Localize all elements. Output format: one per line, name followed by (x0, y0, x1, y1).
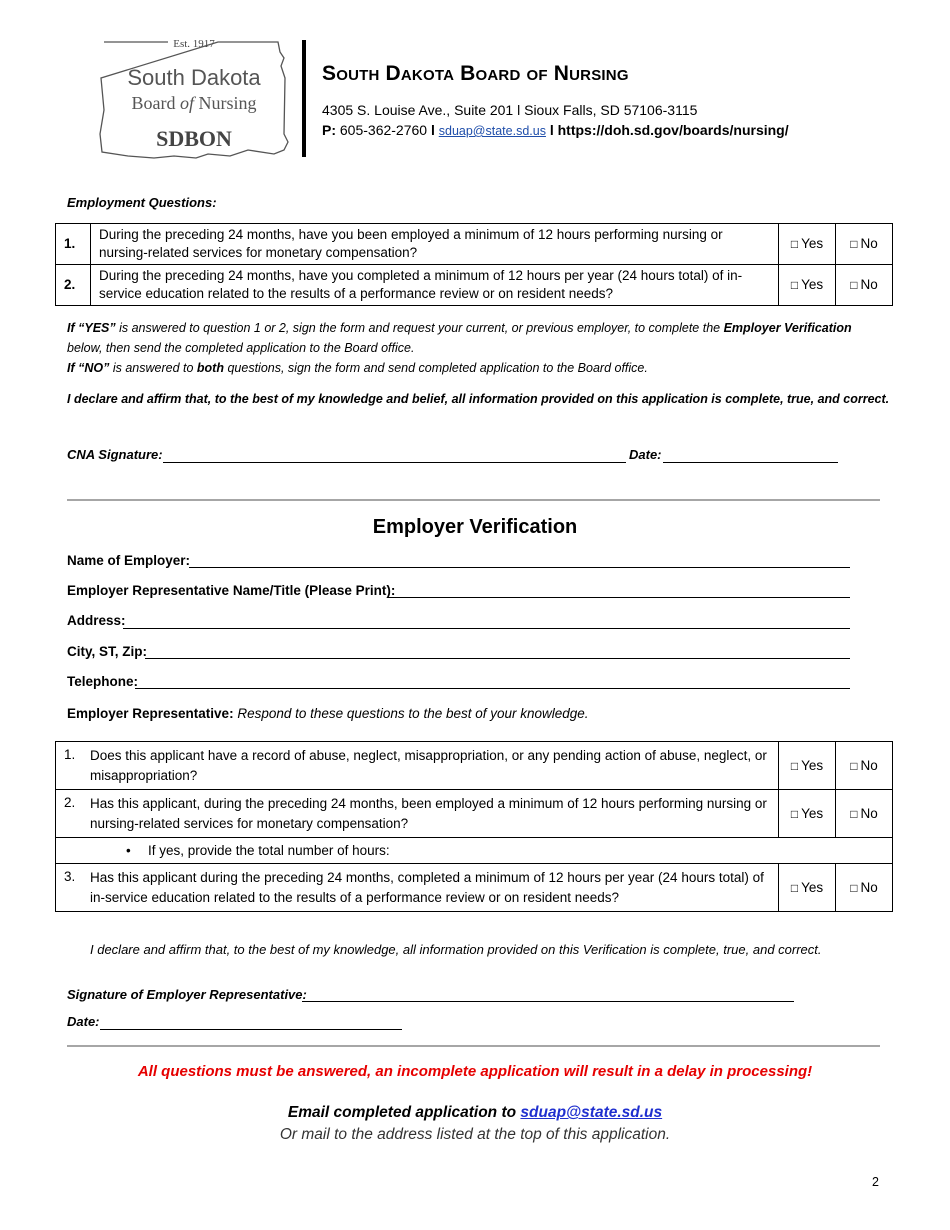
question-number: 1. (64, 746, 76, 762)
employer-date-line[interactable] (100, 1029, 402, 1030)
cna-date-label: Date: (629, 447, 662, 462)
checkbox-icon[interactable]: □ (790, 237, 799, 251)
question-cell (56, 864, 779, 912)
employer-verification-title: Employer Verification (372, 516, 578, 538)
checkbox-icon[interactable]: □ (790, 806, 799, 821)
instructions-no: If “NO” is answered to both questions, sign the form and send completed application to the Board office. (67, 361, 648, 375)
org-name: South Dakota Board of Nursing (322, 62, 629, 85)
address-label: Address: (67, 613, 126, 628)
employer-signature-line[interactable] (302, 1001, 794, 1002)
city-state-zip-line[interactable] (145, 658, 850, 659)
telephone-label: Telephone: (67, 674, 139, 689)
question-text: During the preceding 24 months, have you completed a minimum of 12 hours per year (24 hours total) of in-service education related to the results of a performance review or on resident needs? (91, 265, 779, 306)
checkbox-icon[interactable]: □ (790, 278, 799, 292)
employer-declaration: I declare and affirm that, to the best of my knowledge, all information provided on this Verification is complete, true, and correct. (90, 942, 822, 957)
logo-line1: South Dakota (127, 65, 261, 90)
cna-signature-label: CNA Signature: (67, 447, 163, 462)
table-row (56, 864, 893, 912)
question-text: Has this applicant, during the preceding 24 months, been employed a minimum of 12 hours performing nursing or nursing-related services for monetary compensation? (90, 795, 767, 831)
question-text: Does this applicant have a record of abuse, neglect, misappropriation, or any pending action of abuse, neglect, or misappropriation? (90, 747, 767, 783)
checkbox-icon[interactable]: □ (850, 237, 858, 251)
org-contact: P: 605-362-2760 l sduap@state.sd.us l https://doh.sd.gov/boards/nursing/ (322, 122, 789, 138)
svg-text:Board of Nursing: Board of Nursing (131, 93, 257, 113)
hours-bullet-cell (56, 838, 893, 864)
question-number: 2. (56, 265, 91, 306)
yes-checkbox[interactable]: □ Yes (779, 224, 836, 265)
employer-name-line[interactable] (189, 567, 850, 568)
employer-rep-line[interactable] (387, 597, 850, 598)
checkbox-icon[interactable]: □ (790, 880, 799, 895)
employment-heading: Employment Questions: (67, 195, 217, 210)
employer-rep-note: Employer Representative: Respond to these questions to the best of your knowledge. (67, 706, 589, 721)
applicant-declaration: I declare and affirm that, to the best of my knowledge and belief, all information provided on this application is complete, true, and correct. (67, 392, 890, 406)
hours-bullet-text: If yes, provide the total number of hours: (148, 842, 390, 858)
city-state-zip-label: City, ST, Zip: (67, 644, 147, 659)
email-instruction: Email completed application to sduap@state.sd.us (287, 1104, 663, 1121)
org-phone: 605-362-2760 (336, 122, 431, 138)
question-number: 2. (64, 794, 76, 810)
page-number: 2 (872, 1175, 879, 1189)
logo-est: Est. 1917 (173, 38, 215, 50)
yes-checkbox[interactable]: □ Yes (779, 265, 836, 306)
yes-checkbox[interactable]: □ Yes (779, 742, 836, 790)
question-number: 1. (56, 224, 91, 265)
question-text: During the preceding 24 months, have you been employed a minimum of 12 hours performing nursing or nursing-related services for monetary compensation? (91, 224, 779, 265)
employer-questions-table (55, 741, 893, 912)
footer-email-link[interactable]: sduap@state.sd.us (520, 1104, 663, 1121)
footer-divider (67, 1045, 880, 1047)
cna-signature-line[interactable] (163, 462, 626, 463)
telephone-line[interactable] (135, 688, 850, 689)
no-checkbox[interactable]: □ No (836, 742, 893, 790)
mail-instruction: Or mail to the address listed at the top of this application. (279, 1126, 671, 1143)
section-divider (67, 499, 880, 501)
instructions-yes: If “YES” is answered to question 1 or 2, sign the form and request your current, or previous employer, to complete the Employer Verification below, then send the completed application to the Board office. (67, 321, 852, 355)
checkbox-icon[interactable]: □ (850, 806, 858, 821)
table-row (56, 838, 893, 864)
bullet-icon: • (126, 842, 131, 858)
employer-rep-label: Employer Representative Name/Title (Please Print): (67, 583, 396, 598)
checkbox-icon[interactable]: □ (850, 278, 858, 292)
employment-questions-table (55, 223, 893, 306)
checkbox-icon[interactable]: □ (790, 758, 799, 773)
checkbox-icon[interactable]: □ (850, 758, 858, 773)
org-email-link[interactable]: sduap@state.sd.us (438, 124, 546, 138)
header-divider (302, 40, 306, 157)
incomplete-warning: All questions must be answered, an incomplete application will result in a delay in processing! (137, 1063, 813, 1080)
question-cell (56, 742, 779, 790)
table-row (56, 790, 893, 838)
org-website[interactable]: https://doh.sd.gov/boards/nursing/ (557, 122, 789, 138)
checkbox-icon[interactable]: □ (850, 880, 858, 895)
org-address: 4305 S. Louise Ave., Suite 201 l Sioux Falls, SD 57106-3115 (322, 102, 698, 118)
employer-date-label: Date: (67, 1014, 100, 1029)
table-row (56, 224, 893, 265)
employer-signature-label: Signature of Employer Representative: (67, 987, 307, 1002)
no-checkbox[interactable]: □ No (836, 864, 893, 912)
question-text: Has this applicant during the preceding 24 months, completed a minimum of 12 hours per year (24 hours total) of in-service education related to the results of a performance review or on resident needs? (90, 869, 764, 905)
question-number: 3. (64, 868, 76, 884)
no-checkbox[interactable]: □ No (836, 265, 893, 306)
sdbon-logo (98, 38, 294, 160)
employer-name-label: Name of Employer: (67, 553, 191, 568)
table-row (56, 742, 893, 790)
yes-checkbox[interactable]: □ Yes (779, 864, 836, 912)
table-row (56, 265, 893, 306)
logo-abbr: SDBON (156, 126, 232, 151)
no-checkbox[interactable]: □ No (836, 224, 893, 265)
cna-date-line[interactable] (663, 462, 838, 463)
question-cell (56, 790, 779, 838)
yes-checkbox[interactable]: □ Yes (779, 790, 836, 838)
address-line[interactable] (123, 628, 850, 629)
no-checkbox[interactable]: □ No (836, 790, 893, 838)
